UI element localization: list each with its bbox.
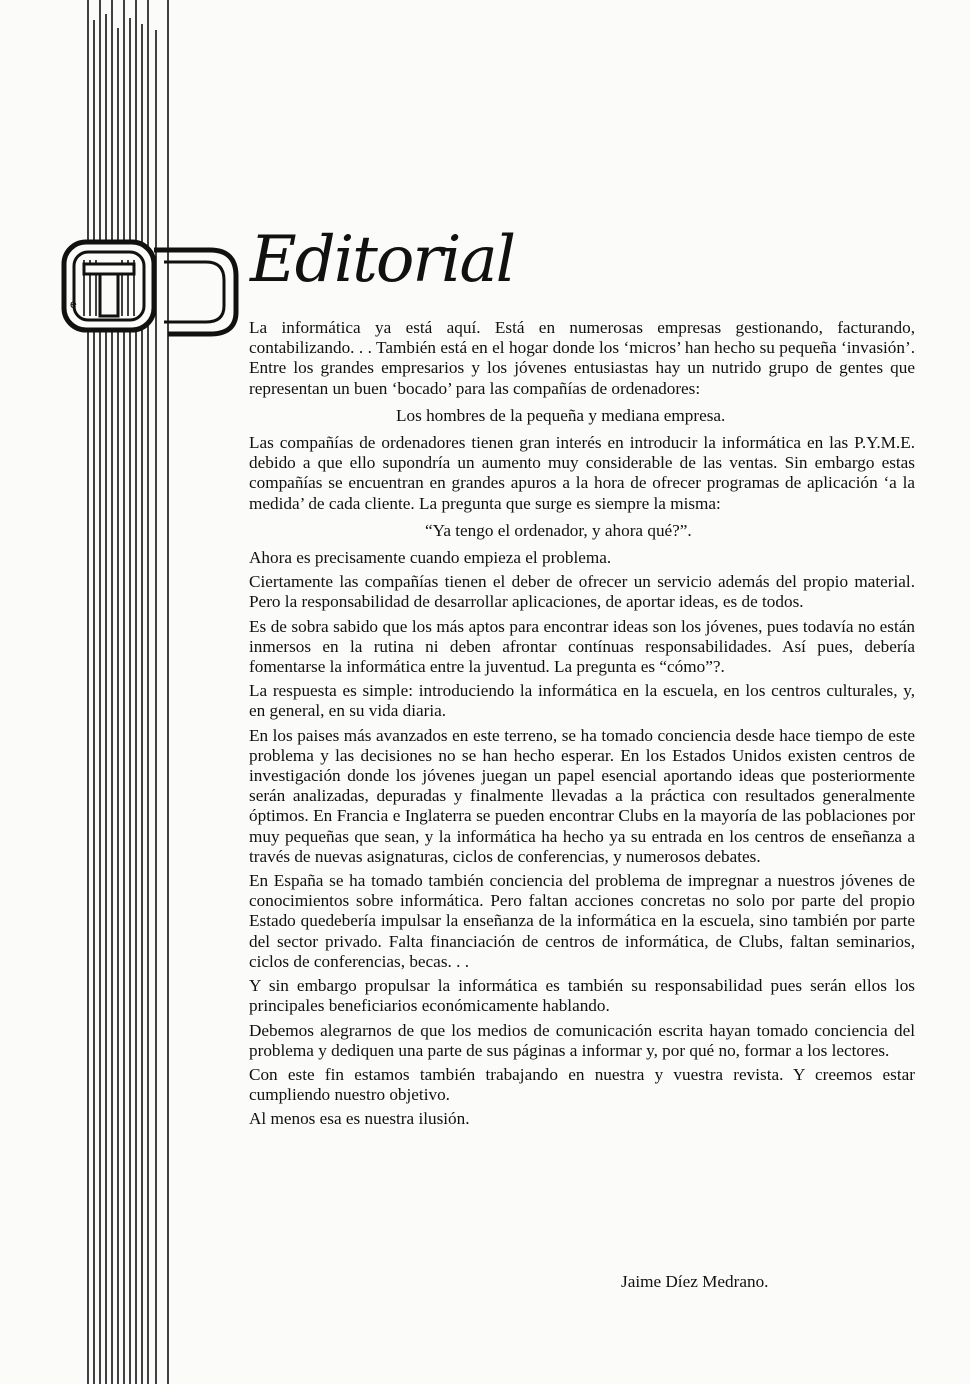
paragraph-5: Es de sobra sabido que los más aptos para encontrar ideas son los jóvenes, pues todavía no están inmersos en la rutina ni deben afrontar contínuas responsabilidades. Así pues, debería fomentarse la informática entre la juventud. La pregunta es “cómo”?. [249,616,915,677]
paragraph-3: Ahora es precisamente cuando empieza el problema. [249,548,612,568]
paragraph-7: En los paises más avanzados en este terreno, se ha tomado conciencia desde hace tiempo de este problema y las decisiones no se han hecho esperar. En los Estados Unidos existen centros de investigación donde los jóvenes juegan un papel esencial aportando ideas que posteriormente serán analizadas, depuradas y finalmente llevadas a la práctica con resultados generalmente óptimos. En Francia e Inglaterra se pueden encontrar Clubs en la mayoría de las poblaciones por muy pequeñas que sean, y la informática ha hecho ya su entrada en los centros de enseñanza a través de nuevas asignaturas, ciclos de conferencias, y numerosos debates. [249,725,915,866]
paragraph-1: La informática ya está aquí. Está en numerosas empresas gestionando, facturando, contabilizando. . . También está en el hogar donde los ‘micros’ han hecho su pequeña ‘invasión’. Entre los grandes empresarios y los jóvenes entusiastas hay un nutrido grupo de gentes que representan un buen ‘bocado’ para las compañías de ordenadores: [249,318,915,398]
paragraph-10: Debemos alegrarnos de que los medios de comunicación escrita hayan tomado conciencia del problema y dediquen una parte de sus páginas a informar y, por qué no, formar a los lectores. [249,1020,915,1060]
author-signature: Jaime Díez Medrano. [621,1272,769,1291]
paragraph-12: Al menos esa es nuestra ilusión. [249,1109,470,1129]
page-title: Editorial [250,223,515,297]
paragraph-2: Las compañías de ordenadores tienen gran interés en introducir la informática en las P.Y.M.E. debido a que ello supondría un aumento muy considerable de las ventas. Sin embargo estas compañías se encuentran en grandes apuros a la hora de ofrecer programas de aplicación ‘a la medida’ de cada cliente. La pregunta que surge es siempre la misma: [249,433,915,513]
quote-1: Los hombres de la pequeña y mediana empresa. [396,405,726,425]
editorial-body [249,318,915,1134]
paragraph-11: Con este fin estamos también trabajando en nuestra y vuestra revista. Y creemos estar cumpliendo nuestro objetivo. [249,1064,915,1105]
paragraph-6: La respuesta es simple: introduciendo la informática en la escuela, en los centros culturales, y, en general, en su vida diaria. [249,681,915,721]
tp-logo-icon [60,232,240,344]
quote-2: “Ya tengo el ordenador, y ahora qué?”. [425,520,692,540]
logo-letter: e [70,297,77,311]
paragraph-9: Y sin embargo propulsar la informática es también su responsabilidad pues serán ellos los principales beneficiarios económicamente hablando. [249,976,915,1016]
vertical-stripes-decoration [84,0,176,1384]
paragraph-8: En España se ha tomado también conciencia del problema de impregnar a nuestros jóvenes de conocimientos sobre informática. Pero faltan acciones concretas no solo por parte del propio Estado quedebería impulsar la enseñanza de la informática en la escuela, sino también por parte del sector privado. Falta financiación de centros de informática, de Clubs, faltan seminarios, ciclos de conferencias, becas. . . [249,871,915,971]
paragraph-4: Ciertamente las compañías tienen el deber de ofrecer un servicio además del propio material. Pero la responsabilidad de desarrollar aplicaciones, de aportar ideas, es de todos. [249,572,915,612]
